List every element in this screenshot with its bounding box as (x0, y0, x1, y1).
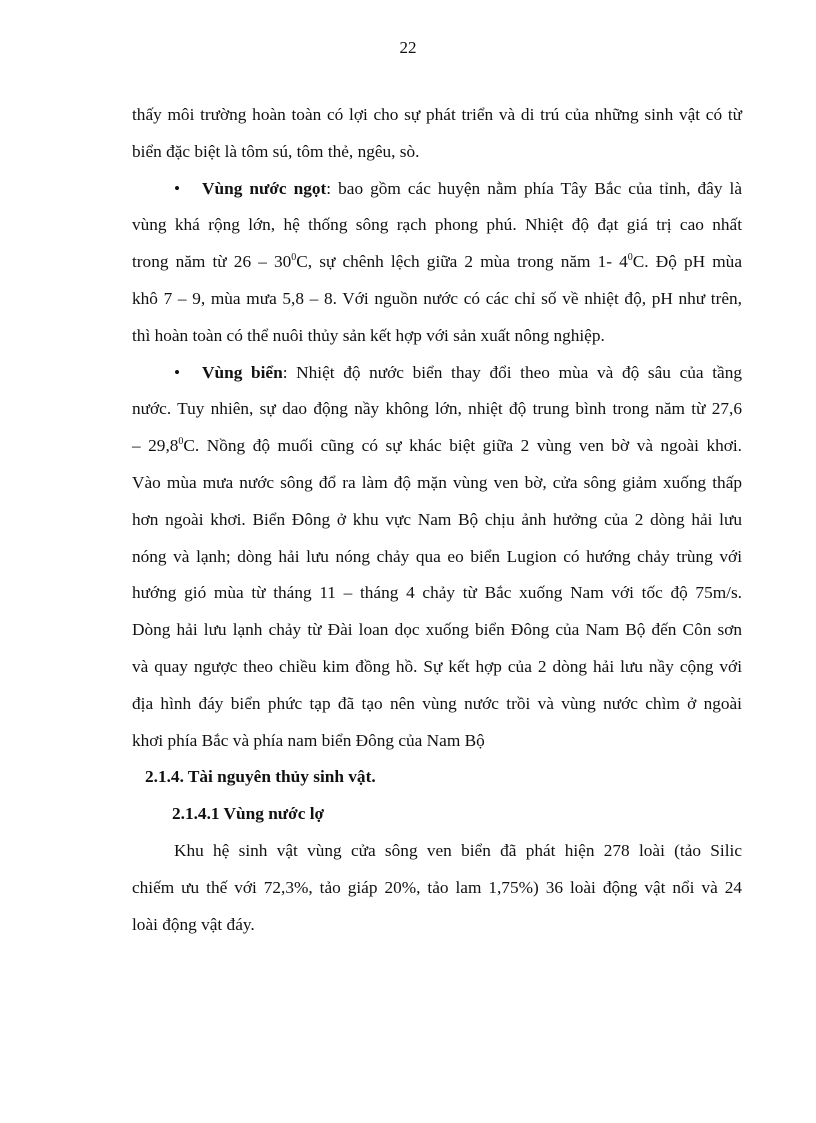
text-line: hơn ngoài khơi. Biển Đông ở khu vực Nam Bộ chịu ảnh hưởng của 2 dòng hải lưu (132, 509, 742, 529)
bullet-icon: • (174, 362, 181, 382)
text-line: Dòng hải lưu lạnh chảy từ Đài loan dọc xuống biển Đông của Nam Bộ đến Côn sơn (132, 620, 742, 640)
text-line: thấy môi trường hoàn toàn có lợi cho sự phát triển và di trú của những sinh vật có từ (132, 105, 742, 124)
superscript: 0 (291, 252, 297, 264)
page-body (132, 97, 742, 943)
text-line: thì hoàn toàn có thể nuôi thủy sản kết hợp với sản xuất nông nghiệp. (132, 325, 605, 345)
text-line: Khu hệ sinh vật vùng cửa sông ven biển đã phát hiện 278 loài (tảo Silic (174, 840, 742, 860)
freshwater-zone-term: Vùng nước ngọt (202, 178, 327, 198)
sea-zone-term: Vùng biển (202, 362, 283, 382)
text-fragment: C. Nồng độ muối cũng có sự khác biệt giữa 2 vùng ven bờ và ngoài khơi. (183, 436, 742, 456)
page-number: 22 (399, 38, 417, 57)
brackish-water-paragraph (132, 833, 742, 943)
text-fragment: – 29,8 (132, 436, 179, 456)
text-line (132, 428, 742, 465)
text-line: nóng và lạnh; dòng hải lưu nóng chảy qua eo biển Lugion có hướng chảy trùng với (132, 546, 742, 566)
text-line (132, 355, 742, 392)
superscript: 0 (178, 436, 184, 448)
text-line: và quay ngược theo chiều kim đồng hồ. Sự kết hợp của 2 dòng hải lưu nầy cộng với (132, 656, 742, 676)
text-fragment: trong năm từ 26 – 30 (132, 252, 292, 272)
text-fragment: : bao gồm các huyện nằm phía Tây Bắc của tỉnh, đây là (326, 178, 742, 198)
paragraph-continuation (132, 97, 742, 171)
text-line: khơi phía Bắc và phía nam biển Đông của Nam Bộ (132, 730, 485, 750)
text-line: hướng gió mùa từ tháng 11 – tháng 4 chảy từ Bắc xuống Nam với tốc độ 75m/s. (132, 583, 742, 603)
sea-zone-paragraph (132, 355, 742, 760)
subsection-heading: 2.1.4.1 Vùng nước lợ (172, 804, 325, 824)
superscript: 0 (627, 252, 633, 264)
text-line: địa hình đáy biển phức tạp đã tạo nên vùng nước trồi và vùng nước chìm ở ngoài (132, 693, 742, 713)
text-line: nước. Tuy nhiên, sự dao động nầy không lớn, nhiệt độ trung bình trong năm từ 27,6 (132, 399, 742, 419)
text-line: khô 7 – 9, mùa mưa 5,8 – 8. Với nguồn nước có các chỉ số về nhiệt độ, pH như trên, (132, 288, 742, 308)
text-line (132, 244, 742, 281)
section-heading: 2.1.4. Tài nguyên thủy sinh vật. (145, 767, 376, 787)
text-line: vùng khá rộng lớn, hệ thống sông rạch phong phú. Nhiệt độ đạt giá trị cao nhất (132, 215, 742, 235)
bullet-icon: • (174, 178, 181, 198)
text-line: Vào mùa mưa nước sông đổ ra làm độ mặn vùng ven bờ, cửa sông giảm xuống thấp (132, 472, 742, 492)
text-fragment: C. Độ pH mùa (632, 252, 742, 272)
text-line: chiếm ưu thế với 72,3%, tảo giáp 20%, tảo lam 1,75%) 36 loài động vật nổi và 24 (132, 877, 742, 897)
freshwater-zone-paragraph (132, 171, 742, 355)
text-line: loài động vật đáy. (132, 914, 255, 934)
text-fragment: : Nhiệt độ nước biển thay đổi theo mùa và độ sâu của tầng (282, 362, 742, 382)
text-line: biển đặc biệt là tôm sú, tôm thẻ, ngêu, sò. (132, 141, 420, 161)
text-fragment: C, sự chênh lệch giữa 2 mùa trong năm 1- 4 (296, 252, 628, 272)
text-line (132, 171, 742, 208)
